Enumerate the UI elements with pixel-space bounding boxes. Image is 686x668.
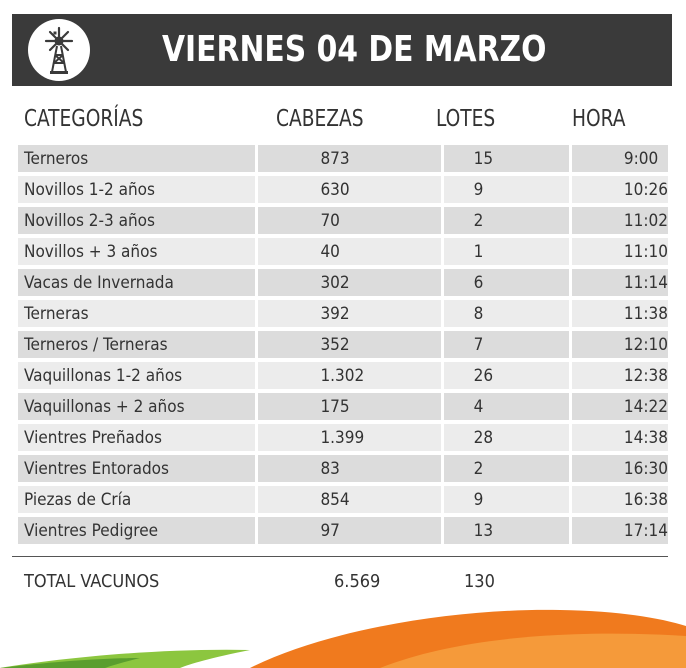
table-row: [18, 517, 668, 544]
cell-hora: 11:10: [572, 238, 668, 265]
cell-lotes: 26: [444, 362, 572, 389]
cell-lotes: 6: [444, 269, 572, 296]
cell-lotes: 4: [444, 393, 572, 420]
col-header-cabezas: CABEZAS: [276, 106, 364, 132]
cell-cabezas: 873: [258, 145, 443, 172]
cell-cabezas: 352: [258, 331, 443, 358]
cell-hora: 12:38: [572, 362, 668, 389]
cell-hora: 14:38: [572, 424, 668, 451]
cell-categoria: Vaquillonas + 2 años: [18, 393, 258, 420]
table-row: [18, 455, 668, 482]
page-title: VIERNES 04 DE MARZO: [162, 29, 547, 70]
total-label: TOTAL VACUNOS: [24, 571, 160, 592]
cell-lotes: 15: [444, 145, 572, 172]
cell-lotes: 7: [444, 331, 572, 358]
cell-categoria: Vientres Entorados: [18, 455, 258, 482]
logo-badge: [28, 19, 90, 81]
cell-cabezas: 175: [258, 393, 443, 420]
cell-categoria: Terneras: [18, 300, 258, 327]
cell-categoria: Vientres Pedigree: [18, 517, 258, 544]
table-row: [18, 362, 668, 389]
windmill-icon: [28, 19, 90, 81]
cell-categoria: Novillos 2-3 años: [18, 207, 258, 234]
cell-lotes: 1: [444, 238, 572, 265]
cell-lotes: 2: [444, 207, 572, 234]
cell-categoria: Terneros: [18, 145, 258, 172]
cell-lotes: 8: [444, 300, 572, 327]
header-banner: [12, 14, 672, 86]
schedule-table: [18, 141, 668, 548]
total-cabezas: 6.569: [334, 571, 381, 592]
table-row: [18, 207, 668, 234]
table-row: [18, 393, 668, 420]
cell-cabezas: 70: [258, 207, 443, 234]
cell-categoria: Vaquillonas 1-2 años: [18, 362, 258, 389]
col-header-lotes: LOTES: [436, 106, 496, 132]
col-header-hora: HORA: [572, 106, 626, 132]
col-header-categorias: CATEGORÍAS: [24, 106, 144, 132]
table-row: [18, 424, 668, 451]
cell-hora: 11:02: [572, 207, 668, 234]
cell-hora: 11:38: [572, 300, 668, 327]
table-row: [18, 300, 668, 327]
cell-cabezas: 630: [258, 176, 443, 203]
cell-categoria: Piezas de Cría: [18, 486, 258, 513]
cell-categoria: Vientres Preñados: [18, 424, 258, 451]
divider: [12, 556, 668, 557]
cell-cabezas: 1.399: [258, 424, 443, 451]
cell-hora: 11:14: [572, 269, 668, 296]
cell-cabezas: 97: [258, 517, 443, 544]
cell-hora: 12:10: [572, 331, 668, 358]
table-row: [18, 269, 668, 296]
cell-categoria: Novillos 1-2 años: [18, 176, 258, 203]
cell-cabezas: 854: [258, 486, 443, 513]
cell-cabezas: 1.302: [258, 362, 443, 389]
cell-hora: 16:38: [572, 486, 668, 513]
cell-categoria: Novillos + 3 años: [18, 238, 258, 265]
cell-lotes: 9: [444, 176, 572, 203]
cell-categoria: Vacas de Invernada: [18, 269, 258, 296]
table-row: [18, 176, 668, 203]
table-row: [18, 331, 668, 358]
cell-cabezas: 83: [258, 455, 443, 482]
cell-cabezas: 40: [258, 238, 443, 265]
table-row: [18, 486, 668, 513]
cell-categoria: Terneros / Terneras: [18, 331, 258, 358]
cell-hora: 16:30: [572, 455, 668, 482]
schedule-table-body: [18, 145, 668, 544]
cell-lotes: 2: [444, 455, 572, 482]
cell-hora: 9:00: [572, 145, 668, 172]
cell-hora: 10:26: [572, 176, 668, 203]
cell-hora: 14:22: [572, 393, 668, 420]
cell-lotes: 9: [444, 486, 572, 513]
cell-cabezas: 302: [258, 269, 443, 296]
table-row: [18, 145, 668, 172]
cell-lotes: 28: [444, 424, 572, 451]
decorative-swoosh: [0, 588, 686, 668]
cell-hora: 17:14: [572, 517, 668, 544]
table-row: [18, 238, 668, 265]
total-lotes: 130: [464, 571, 495, 592]
cell-cabezas: 392: [258, 300, 443, 327]
cell-lotes: 13: [444, 517, 572, 544]
